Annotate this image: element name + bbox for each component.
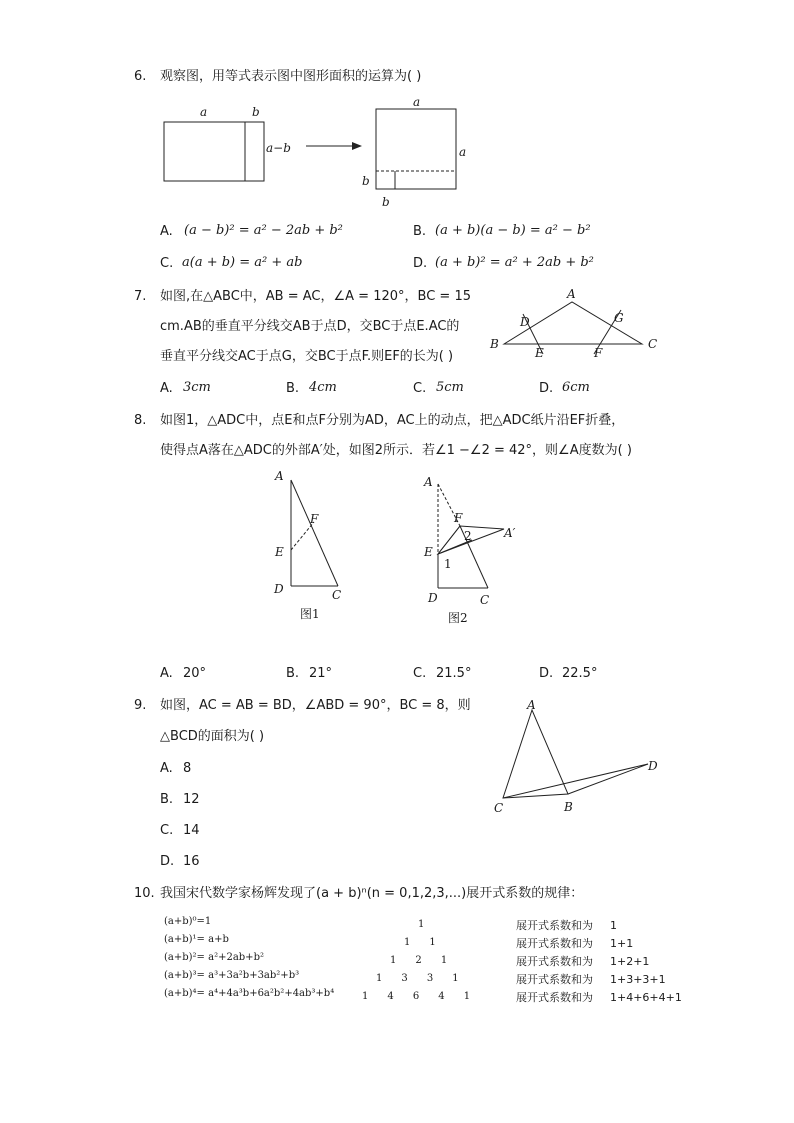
table-row-3-expr: (a+b)³= a³+3a²b+3ab²+b³ [164, 970, 300, 981]
q7-option-c-letter: C. [413, 381, 427, 396]
q6-left-label-ab: a−b [266, 141, 291, 155]
q9-option-d-text: 16 [183, 854, 200, 869]
q10-number: 10. [134, 886, 155, 901]
q8-fig2-label-A: A [424, 475, 433, 489]
q8-option-c-text: 21.5° [436, 666, 472, 681]
q7-option-a-letter: A. [160, 381, 173, 396]
q6-option-a-text: (a − b)² = a² − 2ab + b² [184, 223, 343, 238]
q7-line2: cm.AB的垂直平分线交AB于点D，交BC于点E.AC的 [160, 319, 460, 334]
q7-option-a-text: 3cm [183, 380, 211, 395]
q8-fig2-angle-1: 1 [444, 557, 452, 571]
q6-option-d-text: (a + b)² = a² + 2ab + b² [435, 255, 594, 270]
q8-fig1-label-E: E [275, 545, 284, 559]
q7-option-d-text: 6cm [562, 380, 590, 395]
q8-option-d-text: 22.5° [562, 666, 598, 681]
q8-fig2-angle-2: 2 [464, 529, 472, 543]
q6-right-label-a-top: a [413, 95, 421, 109]
q8-option-c-letter: C. [413, 666, 427, 681]
q9-line2: △BCD的面积为( ) [160, 729, 265, 744]
q8-line2: 使得点A落在△ADC的外部A′处，如图2所示．若∠1 −∠2 = 42°，则∠A度数为( ) [160, 443, 632, 458]
table-row-4-expr: (a+b)⁴= a⁴+4a³b+6a²b²+4ab³+b⁴ [164, 988, 335, 999]
q9-option-d-letter: D. [160, 854, 175, 869]
q7-label-D: D [520, 315, 530, 329]
q6-right-label-a-side: a [459, 145, 467, 159]
q8-fig2-label-C: C [480, 593, 490, 607]
table-row-4-sum: 1+4+6+4+1 [610, 991, 682, 1004]
q9-label-A: A [527, 698, 536, 712]
q8-fig2-label-D: D [428, 591, 438, 605]
q8-line1: 如图1，△ADC中，点E和点F分别为AD，AC上的动点，把△ADC纸片沿EF折叠， [160, 413, 625, 428]
q7-label-B: B [490, 337, 499, 351]
q8-fig1-caption: 图1 [300, 607, 320, 621]
q8-fig2-label-A-prime: A′ [504, 526, 516, 540]
q6-arrow-icon [304, 138, 364, 154]
q9-figure [486, 696, 666, 820]
table-row-2-label: 展开式系数和为 [516, 955, 593, 968]
table-row-0-sum: 1 [610, 919, 617, 932]
q8-fig1-label-A: A [275, 469, 284, 483]
q9-option-c-text: 14 [183, 823, 200, 838]
table-row-2-expr: (a+b)²= a²+2ab+b² [164, 952, 264, 963]
q7-figure [488, 286, 668, 362]
q8-option-a-text: 20° [183, 666, 207, 681]
table-row-0-label: 展开式系数和为 [516, 919, 593, 932]
q8-fig2-caption: 图2 [448, 611, 468, 625]
q9-number: 9. [134, 698, 147, 713]
table-row-2-sum: 1+2+1 [610, 955, 650, 968]
q6-left-label-a: a [200, 105, 208, 119]
q7-option-b-text: 4cm [309, 380, 337, 395]
q6-number: 6. [134, 69, 147, 84]
table-row-3-sum: 1+3+3+1 [610, 973, 666, 986]
q8-fig2-label-E: E [424, 545, 433, 559]
q8-number: 8. [134, 413, 147, 428]
q8-figure-1 [268, 466, 358, 626]
q8-fig1-label-C: C [332, 588, 342, 602]
q10-stem: 我国宋代数学家杨辉发现了(a + b)ⁿ(n = 0,1,2,3,...)展开式系数的规律： [160, 886, 584, 901]
table-row-1-label: 展开式系数和为 [516, 937, 593, 950]
q9-option-a-text: 8 [183, 761, 192, 776]
table-row-0-coeffs: 1 [418, 919, 425, 930]
q9-line1: 如图，AC = AB = BD，∠ABD = 90°，BC = 8，则 [160, 698, 471, 713]
table-row-2-coeffs: 1 2 1 [390, 955, 448, 966]
q8-fig2-label-F: F [454, 511, 463, 525]
q7-label-C: C [648, 337, 658, 351]
q9-label-D: D [648, 759, 658, 773]
table-row-3-coeffs: 1 3 3 1 [376, 973, 459, 984]
table-row-4-coeffs: 1 4 6 4 1 [362, 991, 471, 1002]
table-row-1-coeffs: 1 1 [404, 937, 436, 948]
q7-line3: 垂直平分线交AC于点G，交BC于点F.则EF的长为( ) [160, 349, 454, 364]
q9-label-B: B [564, 800, 573, 814]
q7-option-b-letter: B. [286, 381, 300, 396]
q7-option-c-text: 5cm [436, 380, 464, 395]
q6-option-b-letter: B. [413, 224, 427, 239]
q8-option-b-text: 21° [309, 666, 333, 681]
table-row-4-label: 展开式系数和为 [516, 991, 593, 1004]
q8-figure-2 [420, 470, 540, 630]
q8-fig1-label-F: F [310, 512, 319, 526]
q6-right-label-b-side: b [362, 174, 370, 188]
q9-option-b-text: 12 [183, 792, 200, 807]
q6-option-c-letter: C. [160, 256, 174, 271]
q7-label-A: A [567, 287, 576, 301]
q9-option-b-letter: B. [160, 792, 174, 807]
q6-figure-right [360, 96, 480, 212]
q6-option-b-text: (a + b)(a − b) = a² − b² [435, 223, 591, 238]
q7-option-d-letter: D. [539, 381, 554, 396]
q9-option-a-letter: A. [160, 761, 173, 776]
q7-number: 7. [134, 289, 147, 304]
q6-option-d-letter: D. [413, 256, 428, 271]
table-row-0-expr: (a+b)⁰=1 [164, 916, 212, 927]
q7-label-E: E [535, 346, 544, 360]
q6-right-label-b-bottom: b [382, 195, 390, 209]
q8-fig1-label-D: D [274, 582, 284, 596]
table-row-3-label: 展开式系数和为 [516, 973, 593, 986]
q8-option-d-letter: D. [539, 666, 554, 681]
q9-option-c-letter: C. [160, 823, 174, 838]
q6-left-label-b: b [252, 105, 260, 119]
q6-option-a-letter: A. [160, 224, 173, 239]
q7-label-G: G [614, 311, 624, 325]
table-row-1-sum: 1+1 [610, 937, 634, 950]
q8-option-b-letter: B. [286, 666, 300, 681]
q8-option-a-letter: A. [160, 666, 173, 681]
q9-label-C: C [494, 801, 504, 815]
table-row-1-expr: (a+b)¹= a+b [164, 934, 229, 945]
q7-label-F: F [594, 346, 603, 360]
q6-option-c-text: a(a + b) = a² + ab [182, 255, 303, 270]
q6-figure-left [160, 104, 300, 194]
q7-line1: 如图,在△ABC中，AB = AC，∠A = 120°，BC = 15 [160, 289, 471, 304]
q6-stem: 观察图，用等式表示图中图形面积的运算为( ) [160, 69, 422, 84]
